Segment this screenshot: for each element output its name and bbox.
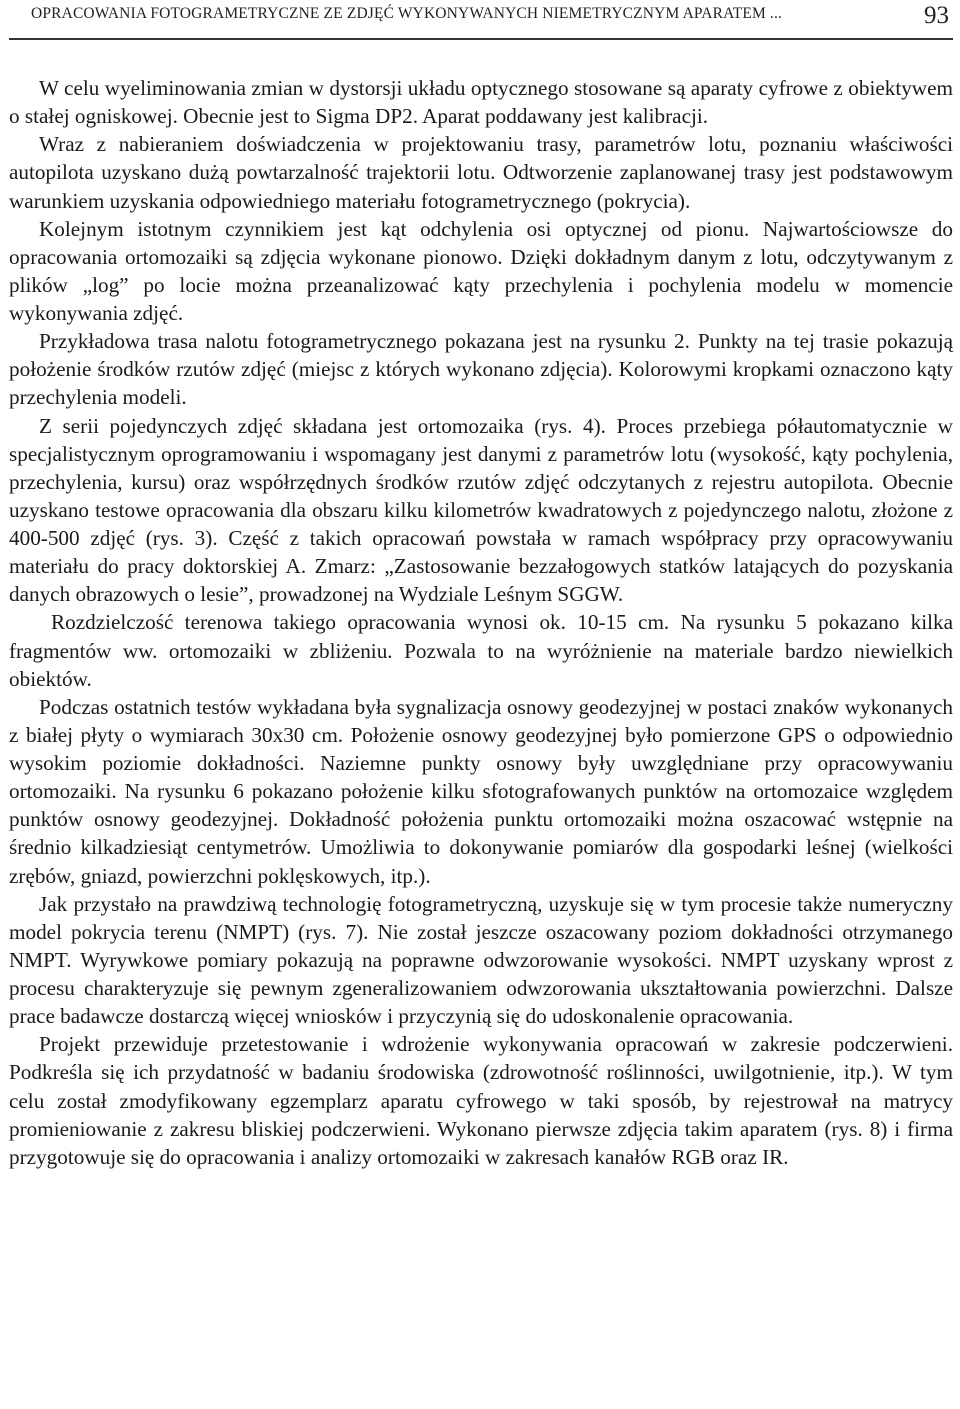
paragraph-example-route: Przykładowa trasa nalotu fotogrametrycznego pokazana jest na rysunku 2. Punkty na tej trasie pokazują położenie środków rzutów zdjęć (miejsc z których wykonano zdjęcia). Kolorowymi kropkami oznaczono kąty przechylenia modeli.: [9, 329, 953, 410]
paragraph-nmpt: Jak przystało na prawdziwą technologię fotogrametryczną, uzyskuje się w tym procesie także numeryczny model pokrycia terenu (NMPT) (rys. 7). Nie został jeszcze oszacowany poziom dokładności otrzymanego NMPT. Wyrywkowe pomiary pokazują na poprawne odwzorowanie wysokości. NMPT uzyskany wprost z procesu charakteryzuje się pewnym zgeneralizowaniem odwzorowania ukształtowania powierzchni. Dalsze prace badawcze dostarczą więcej wniosków i przyczynią się do udoskonalenie opracowania.: [9, 891, 953, 1029]
running-header-title: OPRACOWANIA FOTOGRAMETRYCZNE ZE ZDJĘĆ WYKONYWANYCH NIEMETRYCZNYM APARATEM ...: [31, 5, 782, 22]
paragraph-flight-route: Wraz z nabieraniem doświadczenia w projektowaniu trasy, parametrów lotu, poznaniu właściwości autopilota uzyskano dużą powtarzalność trajektorii lotu. Odtworzenie zaplanowanej trasy jest podstawowym warunkiem uzyskania odpowiedniego materiału fotogrametrycznego (pokrycia).: [9, 132, 953, 213]
running-header: [9, 0, 953, 40]
paragraph-geodetic-control: Podczas ostatnich testów wykładana była sygnalizacja osnowy geodezyjnej w postaci znaków wykonanych z białej płyty o wymiarach 30x30 cm. Położenie osnowy geodezyjnej było pomierzone GPS o odpowiednio wysokim poziomie dokładności. Naziemne punkty osnowy były uwzględniane przy opracowywaniu ortomozaiki. Na rysunku 6 pokazano położenie kilku sfotografowanych punktów na ortomozaice względem punktów osnowy geodezyjnej. Dokładność położenia punktu ortomozaiki można oszacować wstępnie na średnio kilkadziesiąt centymetrów. Umożliwia to dokonywanie pomiarów dla gospodarki leśnej (wielkości zrębów, gniazd, powierzchni poklęskowych, itp.).: [9, 694, 953, 888]
paragraph-resolution: Rozdzielczość terenowa takiego opracowania wynosi ok. 10-15 cm. Na rysunku 5 pokazano kilka fragmentów ww. ortomozaiki w zbliżeniu. Pozwala to na wyróżnienie na materiale bardzo niewielkich obiektów.: [9, 610, 953, 691]
article-body: [9, 74, 953, 1171]
paragraph-optical-axis: Kolejnym istotnym czynnikiem jest kąt odchylenia osi optycznej od pionu. Najwartościowsze do opracowania ortomozaiki są zdjęcia wykonane pionowo. Dzięki dokładnym danym z lotu, odczytywanym z plików „log” po locie można przeanalizować kąty przechylenia i pochylenia modelu w momencie wykonywania zdjęć.: [9, 216, 953, 325]
paragraph-orthomosaic-process: Z serii pojedynczych zdjęć składana jest ortomozaika (rys. 4). Proces przebiega półautomatycznie w specjalistycznym oprogramowaniu i wspomagany jest danymi z parametrów lotu (wysokość, kąty pochylenia, przechylenia, kursu) oraz współrzędnych środków rzutów zdjęć odczytanych z rejestru autopilota. Obecnie uzyskano testowe opracowania dla obszaru kilku kilometrów kwadratowych z pojedynczego nalotu, złożone z 400-500 zdjęć (rys. 3). Część z takich opracowań powstała w ramach współpracy przy opracowywaniu materiału do pracy doktorskiej A. Zmarz: „Zastosowanie bezzałogowych statków latających do pozyskania danych obrazowych o lesie”, prowadzonej na Wydziale Leśnym SGGW.: [9, 413, 953, 607]
page-number: 93: [924, 2, 949, 29]
paragraph-distortion: W celu wyeliminowania zmian w dystorsji układu optycznego stosowane są aparaty cyfrowe z obiektywem o stałej ogniskowej. Obecnie jest to Sigma DP2. Aparat poddawany jest kalibracji.: [9, 76, 953, 129]
paragraph-infrared: Projekt przewiduje przetestowanie i wdrożenie wykonywania opracowań w zakresie podczerwieni. Podkreśla się ich przydatność w badaniu środowiska (zdrowotność roślinności, uwilgotnienie, itp.). W tym celu został zmodyfikowany egzemplarz aparatu cyfrowego w taki sposób, by rejestrował na matrycy promieniowanie z zakresu bliskiej podczerwieni. Wykonano pierwsze zdjęcia takim aparatem (rys. 8) i firma przygotowuje się do opracowania i analizy ortomozaiki w zakresach kanałów RGB oraz IR.: [9, 1032, 953, 1169]
